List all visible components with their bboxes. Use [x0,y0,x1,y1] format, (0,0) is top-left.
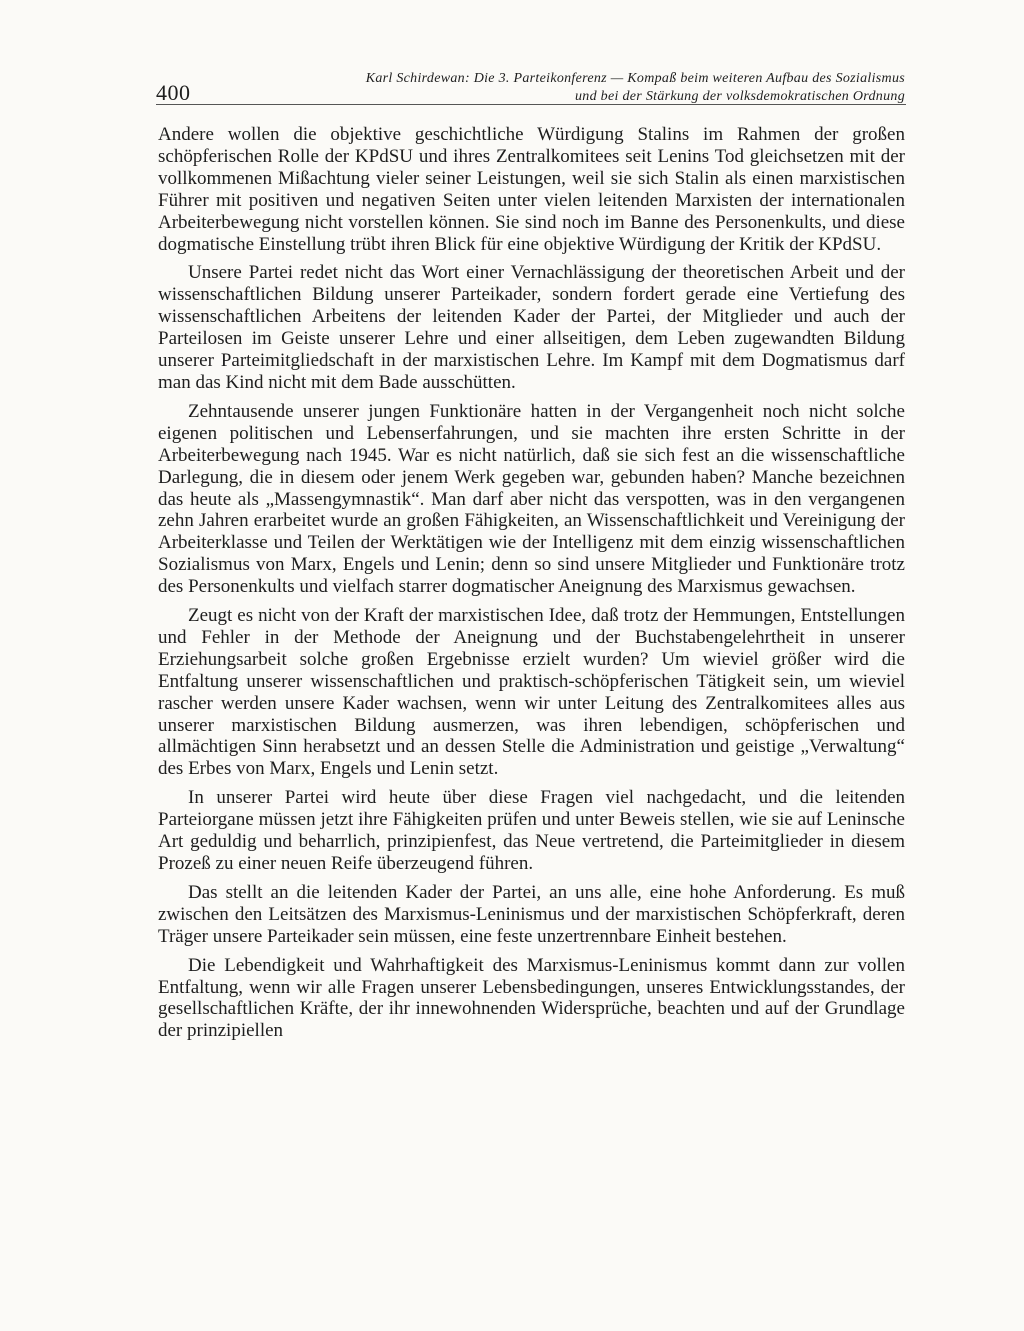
paragraph-5: In unserer Partei wird heute über diese Fragen viel nachgedacht, und die leitenden Parteiorgane müssen jetzt ihre Fähigkeiten prüfen und unter Beweis stellen, wie sie auf Leninsche Art geduldig und beharrlich, prinzipienfest, das Neue vertretend, die Parteimitglieder in diesem Prozeß zu einer neuen Reife überzeugend führen. [158,787,905,874]
paragraph-6: Das stellt an die leitenden Kader der Partei, an uns alle, eine hohe Anforderung. Es muß zwischen den Leitsätzen des Marxismus-Leninismus und der marxistischen Schöpferkraft, deren Träger unsere Parteikader sein müssen, eine feste unzertrennbare Einheit bestehen. [158,881,905,947]
paragraph-4: Zeugt es nicht von der Kraft der marxistischen Idee, daß trotz der Hemmungen, Entstellungen und Fehler in der Methode der Aneignung und der Buchstabengelehrtheit in unserer Erziehungsarbeit solche großen Ergebnisse erzielt wurden? Um wieviel größer wird die Entfaltung unserer wissenschaftlichen und praktisch-schöpferischen Tätigkeit sein, um wieviel rascher werden unsere Kader wachsen, wenn wir unter Leitung des Zentralkomitees alles aus unserer marxistischen Bildung ausmerzen, was ihren lebendigen, schöpferischen und allmächtigen Sinn herabsetzt und an dessen Stelle die Administration und geistige „Verwaltung“ des Erbes von Marx, Engels und Lenin setzt. [158,605,905,780]
paragraph-7: Die Lebendigkeit und Wahrhaftigkeit des Marxismus-Leninismus kommt dann zur vollen Entfaltung, wenn wir alle Fragen unserer Lebensbedingungen, unseres Entwicklungsstandes, der gesellschaftlichen Kräfte, der ihr innewohnenden Widersprüche, beachten und auf der Grundlage der prinzipiellen [158,954,905,1042]
paragraph-3: Zehntausende unserer jungen Funktionäre hatten in der Vergangenheit noch nicht solche eigenen politischen und Lebenserfahrungen, und sie machten ihre ersten Schritte in der Arbeiterbewegung nach 1945. War es nicht natürlich, daß sie sich fest an die wissenschaftliche Darlegung, die in diesem oder jenem Werk gegeben war, gebunden haben? Manche bezeichnen das heute als „Massengymnastik“. Man darf aber nicht das verspotten, was in den vergangenen zehn Jahren erarbeitet wurde an großen Fähigkeiten, an Wissenschaftlichkeit und Vereinigung der Arbeiterklasse und Teilen der Werktätigen wie der Intelligenz mit dem einzig wissenschaftlichen Sozialismus von Marx, Engels und Lenin; denn so sind unsere Mitglieder und Funktionäre trotz des Personenkults und vielfach starrer dogmatischer Aneignung des Marxismus gewachsen. [158,400,905,598]
running-head-line-1: Karl Schirdewan: Die 3. Parteikonferenz — Kompaß beim weiteren Aufbau des Sozialismus [365,71,905,86]
running-head [250,70,905,106]
body-text [158,124,905,1049]
paragraph-2: Unsere Partei redet nicht das Wort einer Vernachlässigung der theoretischen Arbeit und der wissenschaftlichen Bildung unserer Parteikader, sondern fordert gerade eine Vertiefung des wissenschaftlichen Arbeitens der leitenden Kader der Partei, der Mitglieder und auch der Parteilosen im Geiste unserer Lehre und einer allseitigen, dem Leben zugewandten Bildung unserer Parteimitgliedschaft in der marxistischen Lehre. Im Kampf mit dem Dogmatismus darf man das Kind nicht mit dem Bade ausschütten. [158,262,905,393]
running-head-line-2: und bei der Stärkung der volksdemokratischen Ordnung [574,89,905,104]
paragraph-1: Andere wollen die objektive geschichtliche Würdigung Stalins im Rahmen der großen schöpferischen Rolle der KPdSU und ihres Zentralkomitees seit Lenins Tod gleichsetzen mit der vollkommenen Mißachtung vieler seiner Leistungen, weil sie sich Stalin als einen marxistischen Führer mit positiven und negativen Seiten unter vielen leitenden Marxisten der internationalen Arbeiterbewegung nicht vorstellen können. Sie sind noch im Banne des Personenkults, und diese dogmatische Einstellung trübt ihren Blick für eine objektive Würdigung der Kritik der KPdSU. [158,124,905,255]
page-number: 400 [156,80,191,105]
header-rule [156,104,906,105]
